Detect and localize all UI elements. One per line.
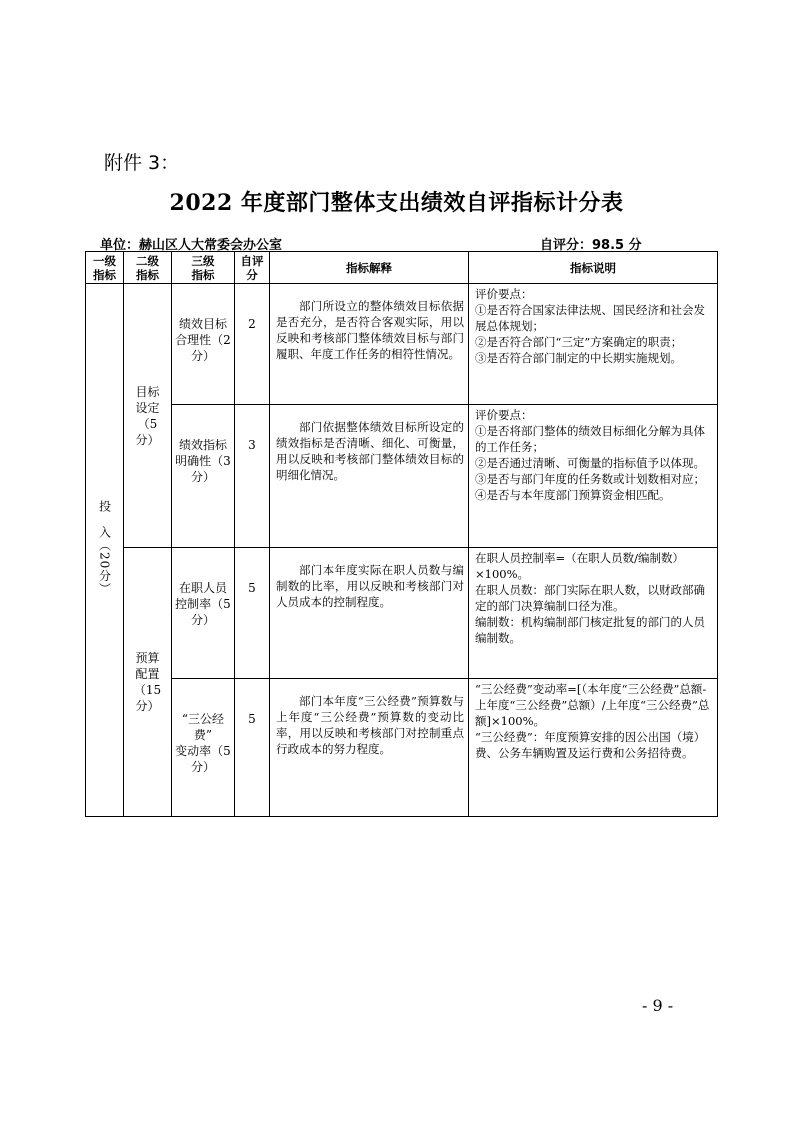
description-cell: 在职人员控制率=（在职人员数/编制数）×100%。 在职人员数：部门实际在职人数，以财政部确定的部门决算编制口径为准。 编制数：机构编制部门核定批复的部门的人员编制数。	[469, 548, 718, 679]
header-score: 自评 分	[235, 252, 270, 284]
level1-label: 投 入（20分）	[97, 500, 112, 596]
explanation-cell: 部门本年度“三公经费”预算数与上年度“三公经费”预算数的变动比率，用以反映和考核部门对控制重点行政成本的努力程度。	[270, 679, 469, 817]
score-cell: 5	[235, 548, 270, 679]
table-row	[86, 405, 718, 548]
level2-cell	[124, 284, 172, 548]
table-row	[86, 284, 718, 405]
table-header-row	[86, 252, 718, 284]
score-cell: 2	[235, 284, 270, 405]
page-number: - 9 -	[642, 996, 674, 1015]
explanation-cell: 部门本年度实际在职人员数与编制数的比率，用以反映和考核部门对人员成本的控制程度。	[270, 548, 469, 679]
header-explanation: 指标解释	[270, 252, 469, 284]
level2-label: 目标 设定（5 分）	[135, 384, 160, 447]
table-row	[86, 548, 718, 679]
header-description: 指标说明	[469, 252, 718, 284]
attachment-label: 附件 3：	[104, 152, 180, 174]
level1-cell	[86, 284, 124, 817]
header-level2: 二级 指标	[124, 252, 172, 284]
score-table	[85, 251, 718, 817]
page-title: 2022 年度部门整体支出绩效自评指标计分表	[169, 190, 624, 216]
description-cell: 评价要点： ①是否将部门整体的绩效目标细化分解为具体的工作任务； ②是否通过清晰、可衡量的指标值予以体现。 ③是否与部门年度的任务数或计划数相对应； ④是否与本年度部门预算资金相匹配。	[469, 405, 718, 548]
level3-cell: 绩效指标 明确性（3 分）	[172, 405, 235, 548]
explanation-cell: 部门依据整体绩效目标所设定的绩效指标是否清晰、细化、可衡量，用以反映和考核部门整体绩效目标的明细化情况。	[270, 405, 469, 548]
header-level1: 一级 指标	[86, 252, 124, 284]
explanation-cell: 部门所设立的整体绩效目标依据是否充分，是否符合客观实际，用以反映和考核部门整体绩效目标与部门履职、年度工作任务的相符性情况。	[270, 284, 469, 405]
description-cell: 评价要点： ①是否符合国家法律法规、国民经济和社会发展总体规划； ②是否符合部门“三定”方案确定的职责； ③是否符合部门制定的中长期实施规划。	[469, 284, 718, 405]
table-row	[86, 679, 718, 817]
level3-cell: 在职人员 控制率（5 分）	[172, 548, 235, 679]
level2-label: 预算 配置 （15 分）	[133, 651, 162, 713]
score-cell: 5	[235, 679, 270, 817]
level3-cell: 绩效目标 合理性（2 分）	[172, 284, 235, 405]
score-cell: 3	[235, 405, 270, 548]
level3-cell: “三公经 费” 变动率（5 分）	[172, 679, 235, 817]
header-level3: 三级 指标	[172, 252, 235, 284]
description-cell: “三公经费”变动率=[（本年度“三公经费”总额-上年度“三公经费”总额）/上年度“三公经费”总额]×100%。 “三公经费”：年度预算安排的因公出国（境）费、公务车辆购置及运行费和公务招待费。	[469, 679, 718, 817]
self-score-label: 自评分：98.5 分	[540, 238, 642, 253]
level2-cell	[124, 548, 172, 817]
unit-label: 单位：赫山区人大常委会办公室	[100, 238, 283, 253]
